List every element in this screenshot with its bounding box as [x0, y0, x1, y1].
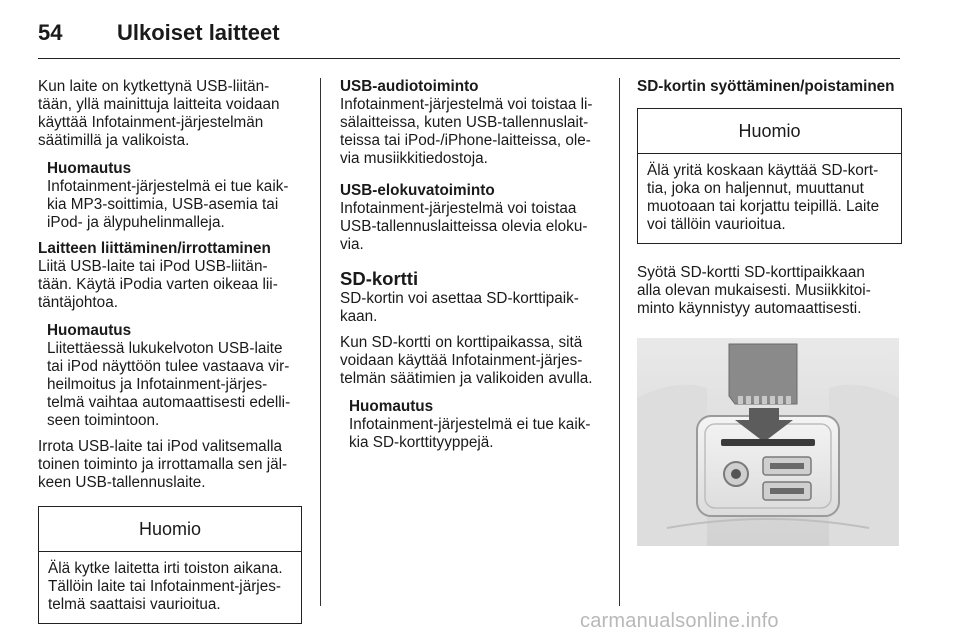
- connect-paragraph: Liitä USB-laite tai iPod USB-liitän- tään. Käytä iPodia varten oikeaa lii- täntäjohtoa.: [38, 258, 278, 311]
- section-heading-sd-insert: SD-kortin syöttäminen/poistaminen: [637, 78, 895, 95]
- note-heading: Huomautus: [349, 398, 434, 415]
- column-1: [38, 78, 302, 624]
- caution-title: Huomio: [638, 109, 901, 154]
- note-text: Infotainment-järjestelmä ei tue kaik- kia SD-korttityyppejä.: [349, 416, 591, 451]
- caution-text: Älä kytke laitetta irti toiston aikana. Tällöin laite tai Infotainment-järjes- telmä saattaisi vaurioitua.: [48, 560, 283, 613]
- sd-paragraph-1: SD-kortin voi asettaa SD-korttipaik- kaan.: [340, 290, 579, 325]
- sd-card-icon: [729, 344, 797, 404]
- aux-jack-icon: [724, 462, 748, 486]
- note-block-1: [47, 160, 302, 232]
- section-heading-sd: SD-kortti: [340, 268, 419, 289]
- intro-paragraph: Kun laite on kytkettynä USB-liitän- tään, yllä mainittuja laitteita voidaan käyttää Infotainment-järjestelmän säätimillä ja valikoista.: [38, 78, 280, 149]
- note-text: Infotainment-järjestelmä ei tue kaik- kia MP3-soittimia, USB-asemia tai iPod- ja älypuhelinmalleja.: [47, 178, 289, 231]
- column-3: [637, 78, 902, 546]
- caution-box-1: [38, 506, 302, 624]
- caution-box-2: [637, 108, 902, 244]
- remove-paragraph: Irrota USB-laite tai iPod valitsemalla toinen toiminto ja irrottamalla sen jäl- keen USB-tallennuslaite.: [38, 438, 288, 491]
- watermark: carmanualsonline.info: [580, 610, 779, 632]
- sd-slot-illustration: [637, 338, 899, 546]
- section-heading-connect: Laitteen liittäminen/irrottaminen: [38, 240, 271, 257]
- section-heading-movie: USB-elokuvatoiminto: [340, 182, 495, 199]
- caution-title: Huomio: [39, 507, 301, 552]
- sd-paragraph-2: Kun SD-kortti on korttipaikassa, sitä voidaan käyttää Infotainment-järjes- telmän säätimien ja valikoiden avulla.: [340, 334, 593, 387]
- sd-insert-paragraph: Syötä SD-kortti SD-korttipaikkaan alla olevan mukaisesti. Musiikkitoi- minto käynnistyy automaattisesti.: [637, 264, 871, 317]
- page-number: 54: [38, 20, 63, 45]
- sd-slot: [721, 439, 815, 446]
- column-2: [340, 78, 604, 452]
- audio-paragraph: Infotainment-järjestelmä voi toistaa li- sälaitteissa, kuten USB-tallennuslait- teissa tai iPod-/iPhone-laitteissa, ole- via musiikkitiedostoja.: [340, 96, 593, 167]
- movie-paragraph: Infotainment-järjestelmä voi toistaa USB-tallennuslaitteissa olevia eloku- via.: [340, 200, 588, 253]
- note-text: Liitettäessä lukukelvoton USB-laite tai iPod näyttöön tulee vastaava vir- heilmoitus ja Infotainment-järjes- telmä vaihtaa automaattisesti edelli- seen toimintoon.: [47, 340, 291, 429]
- column-divider-1: [320, 78, 321, 606]
- caution-text: Älä yritä koskaan käyttää SD-kort- tia, joka on haljennut, muuttanut muotoaan tai korjattu teipillä. Laite voi tällöin vaurioitua.: [647, 162, 880, 233]
- note-heading: Huomautus: [47, 322, 132, 339]
- page-title: Ulkoiset laitteet: [117, 20, 280, 45]
- note-block-2: [47, 322, 302, 430]
- note-block-3: [349, 398, 604, 452]
- page-header: [38, 14, 900, 59]
- sd-slot-drawing: [637, 338, 899, 546]
- column-divider-2: [619, 78, 620, 606]
- section-heading-audio: USB-audiotoiminto: [340, 78, 479, 95]
- note-heading: Huomautus: [47, 160, 132, 177]
